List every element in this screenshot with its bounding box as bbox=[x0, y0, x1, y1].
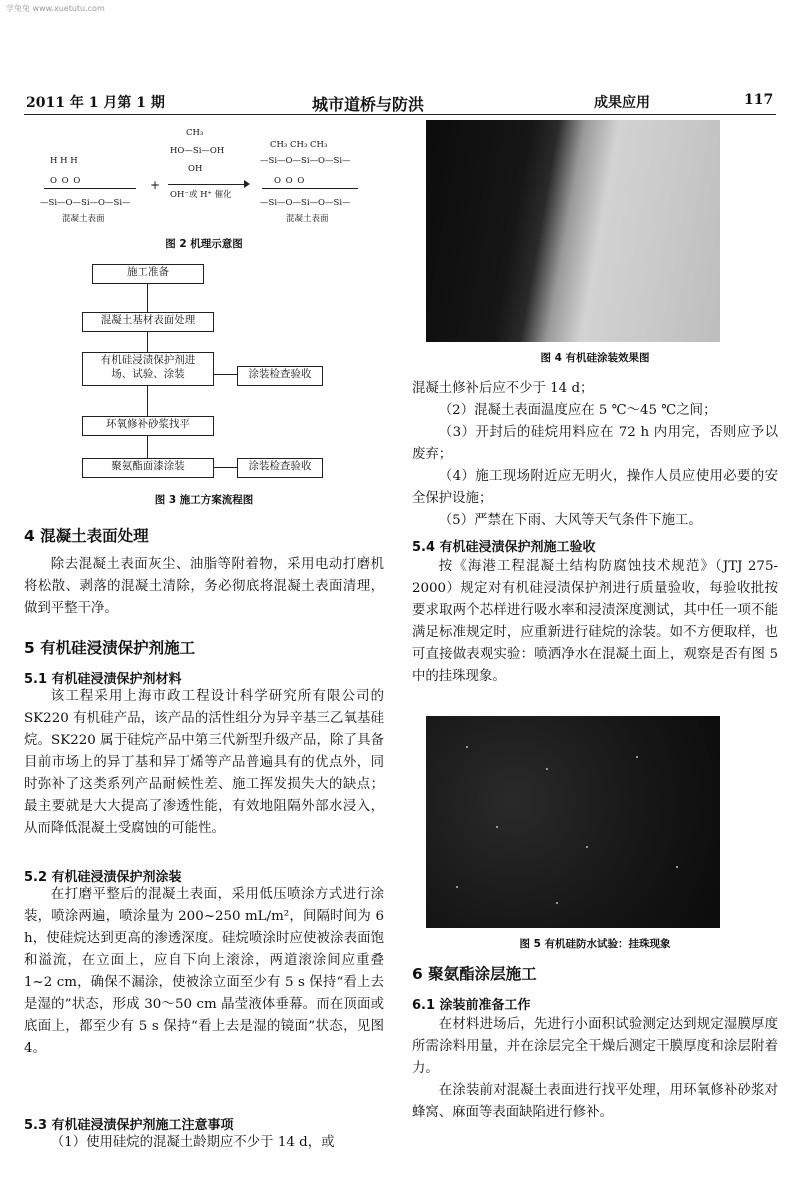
figure2-diagram bbox=[38, 126, 378, 222]
water-bead bbox=[466, 746, 468, 748]
section51-para: 该工程采用上海市政工程设计科学研究所有限公司的 SK220 有机硅产品，该产品的活性组分为异辛基三乙氧基硅烷。SK220 属于硅烷产品中第三代新型升级产品，除了具备目前市场上的异丁基和异丁烯等产品普遍具有的优点外，同时弥补了这类系列产品耐候性差、施工挥发损失大的缺点；最主要就是大大提高了渗透性能，有效地阻隔外部水浸入，从而降低混凝土受腐蚀的可能性。 bbox=[24, 689, 384, 836]
catalyst-label: OH⁻或 H⁺ 催化 bbox=[170, 190, 232, 200]
section5-title: 5 有机硅浸渍保护剂施工 bbox=[24, 639, 196, 657]
plus-sign: + bbox=[150, 178, 161, 192]
left-surface-label: 混凝土表面 bbox=[62, 214, 105, 224]
flow-step-polyurethane: 聚氨酯面漆涂装 bbox=[82, 458, 214, 478]
section53-item4: （4）施工现场附近应无明火，操作人员应使用必要的安全保护设施； bbox=[412, 469, 778, 506]
journal-title: 城市道桥与防洪 bbox=[312, 95, 425, 114]
section53-item2: （2）混凝土表面温度应在 5 ℃～45 ℃之间； bbox=[438, 403, 717, 418]
section61-title: 6.1 涂装前准备工作 bbox=[412, 998, 531, 1013]
figure4-photo bbox=[426, 120, 720, 342]
section-label: 成果应用 bbox=[594, 95, 650, 111]
substrate-si-row-right: —Si—O—Si—O—Si— bbox=[260, 198, 351, 208]
section52-para: 在打磨平整后的混凝土表面，采用低压喷涂方式进行涂装，喷涂两遍，喷涂量为 200~250 mL/m²，间隔时间为 6 h，使硅烷达到更高的渗透深度。硅烷喷涂时应使被涂表面饱和溢流，在立面上，应自下向上滚涂，两道滚涂间应重叠 1~2 cm，确保不漏涂，使被涂立面至少有 5 s 保持“看上去是湿的”状态，形成 30～50 cm 晶莹液体垂幕。而在顶面或底面上，都至少有 5 s 保持“看上去是湿的镜面”状态，见图 4。 bbox=[24, 887, 384, 1056]
surface-o-row: O O O bbox=[50, 176, 82, 186]
section53-title: 5.3 有机硅浸渍保护剂施工注意事项 bbox=[24, 1118, 234, 1133]
flow-connector bbox=[147, 331, 148, 353]
figure4-caption: 图 4 有机硅涂装效果图 bbox=[540, 352, 650, 364]
issue-date: 2011 年 1 月第 1 期 bbox=[26, 95, 165, 111]
silanol-core: HO—Si—OH bbox=[170, 146, 225, 156]
header-rule bbox=[24, 114, 776, 115]
water-bead bbox=[456, 886, 458, 888]
flow-connector bbox=[147, 283, 148, 313]
section51-title: 5.1 有机硅浸渍保护剂材料 bbox=[24, 672, 182, 687]
figure5-photo bbox=[426, 716, 720, 928]
watermark: 学兔兔 www.xuetutu.com bbox=[6, 4, 105, 13]
section4-title: 4 混凝土表面处理 bbox=[24, 527, 149, 545]
surface-line-left bbox=[44, 188, 136, 189]
flow-connector bbox=[147, 435, 148, 459]
product-si-top-row: —Si—O—Si—O—Si— bbox=[260, 156, 351, 166]
section54-title: 5.4 有机硅浸渍保护剂施工验收 bbox=[412, 540, 596, 555]
silanol-oh: OH bbox=[188, 164, 203, 174]
section6-title: 6 聚氨酯涂层施工 bbox=[412, 965, 537, 983]
flow-step-prepare: 施工准备 bbox=[92, 264, 204, 284]
water-bead bbox=[586, 846, 588, 848]
section61-para1: 在材料进场后，先进行小面积试验测定达到规定湿膜厚度所需涂料用量，并在涂层完全干燥后测定干膜厚度和涂层附着力。 bbox=[412, 1017, 778, 1076]
hydroxyl-h-row: H H H bbox=[50, 156, 78, 166]
water-bead bbox=[496, 826, 498, 828]
flow-step-epoxy: 环氧修补砂浆找平 bbox=[82, 416, 214, 436]
section61-para2: 在涂装前对混凝土表面进行找平处理，用环氧修补砂浆对蜂窝、麻面等表面缺陷进行修补。 bbox=[412, 1083, 778, 1120]
flow-connector bbox=[213, 467, 237, 468]
flow-step-silicone-line1: 有机硅浸渍保护剂进 bbox=[100, 354, 196, 366]
section53-item1-start: （1）使用硅烷的混凝土龄期应不少于 14 d，或 bbox=[50, 1135, 335, 1150]
flow-connector bbox=[213, 374, 237, 375]
substrate-si-row-left: —Si—O—Si—O—Si— bbox=[40, 198, 131, 208]
flow-step-surface: 混凝土基材表面处理 bbox=[82, 312, 214, 332]
section52-title: 5.2 有机硅浸渍保护剂涂装 bbox=[24, 870, 182, 885]
figure3-caption: 图 3 施工方案流程图 bbox=[154, 494, 254, 506]
flow-check-2: 涂装检查验收 bbox=[237, 458, 323, 478]
section54-para: 按《海港工程混凝土结构防腐蚀技术规范》（JTJ 275-2000）规定对有机硅浸渍保护剂进行质量验收，每验收批按要求取两个芯样进行吸水率和浸渍深度测试，其中任一项不能满足标准规定时，应重新进行硅烷的涂装。如不方便取样，也可直接做表观实验：喷洒净水在混凝土面上，观察是否有图 5 中的挂珠现象。 bbox=[412, 559, 778, 684]
figure3-flowchart bbox=[24, 258, 384, 490]
product-o-row: O O O bbox=[274, 176, 306, 186]
figure5-caption: 图 5 有机硅防水试验：挂珠现象 bbox=[519, 938, 671, 950]
figure2-caption: 图 2 机理示意图 bbox=[165, 238, 243, 250]
section53-item1-end: 混凝土修补后应不少于 14 d； bbox=[412, 381, 594, 396]
flow-step-silicone bbox=[82, 352, 214, 386]
surface-line-right bbox=[262, 188, 358, 189]
flow-check-1: 涂装检查验收 bbox=[237, 366, 323, 386]
water-bead bbox=[636, 756, 638, 758]
flow-step-silicone-line2: 场、试验、涂装 bbox=[111, 368, 185, 380]
product-ch3-row: CH₃ CH₃ CH₃ bbox=[270, 140, 328, 150]
water-bead bbox=[556, 902, 558, 904]
water-bead bbox=[546, 768, 548, 770]
section4-para: 除去混凝土表面灰尘、油脂等附着物，采用电动打磨机将松散、剥落的混凝土清除，务必彻底将混凝土表面清理，做到平整干净。 bbox=[24, 557, 384, 616]
section53-item5: （5）严禁在下雨、大风等天气条件下施工。 bbox=[438, 513, 702, 528]
section53-item3: （3）开封后的硅烷用料应在 72 h 内用完，否则应予以废弃； bbox=[412, 425, 778, 462]
reaction-arrow bbox=[168, 184, 248, 185]
silanol-ch3: CH₃ bbox=[186, 128, 204, 138]
water-bead bbox=[676, 866, 678, 868]
arrow-head-icon bbox=[244, 180, 250, 188]
page-number: 117 bbox=[744, 92, 774, 108]
right-surface-label: 混凝土表面 bbox=[286, 214, 329, 224]
flow-connector bbox=[147, 385, 148, 417]
